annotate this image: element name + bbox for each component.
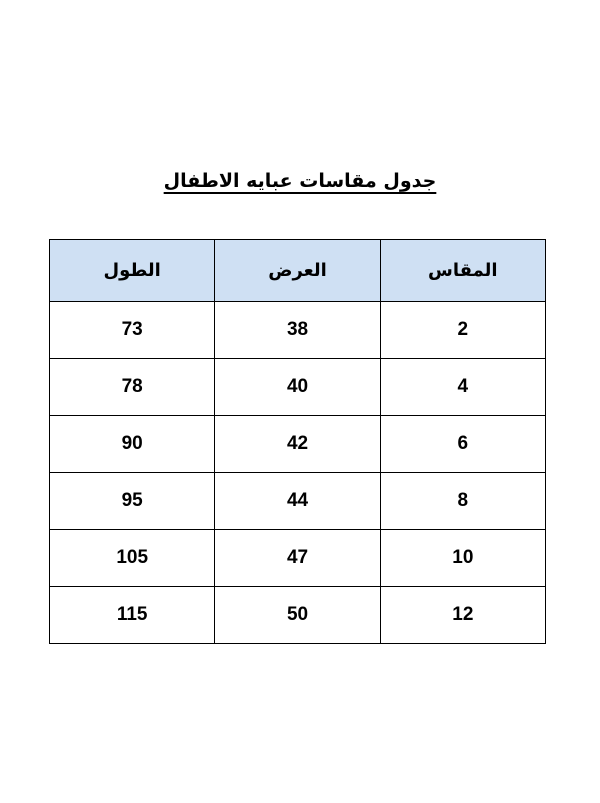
cell-length: 115 (50, 587, 215, 644)
cell-width: 50 (215, 587, 380, 644)
page-title-text: جدول مقاسات عبايه الاطفال (163, 170, 437, 192)
size-table (49, 239, 546, 644)
cell-width: 44 (215, 473, 380, 530)
header-width: العرض (215, 240, 380, 302)
table-row (50, 473, 546, 530)
cell-width: 47 (215, 530, 380, 587)
cell-length: 105 (50, 530, 215, 587)
cell-size: 12 (380, 587, 545, 644)
cell-length: 73 (50, 302, 215, 359)
cell-size: 4 (380, 359, 545, 416)
cell-length: 95 (50, 473, 215, 530)
cell-size: 10 (380, 530, 545, 587)
page-title (0, 166, 600, 196)
cell-width: 38 (215, 302, 380, 359)
table-header-row (50, 240, 546, 302)
cell-length: 90 (50, 416, 215, 473)
table-row (50, 302, 546, 359)
table-row (50, 587, 546, 644)
table-row (50, 416, 546, 473)
cell-size: 2 (380, 302, 545, 359)
table-row (50, 359, 546, 416)
cell-width: 40 (215, 359, 380, 416)
table-row (50, 530, 546, 587)
cell-size: 6 (380, 416, 545, 473)
header-length: الطول (50, 240, 215, 302)
cell-width: 42 (215, 416, 380, 473)
cell-length: 78 (50, 359, 215, 416)
header-size: المقاس (380, 240, 545, 302)
cell-size: 8 (380, 473, 545, 530)
